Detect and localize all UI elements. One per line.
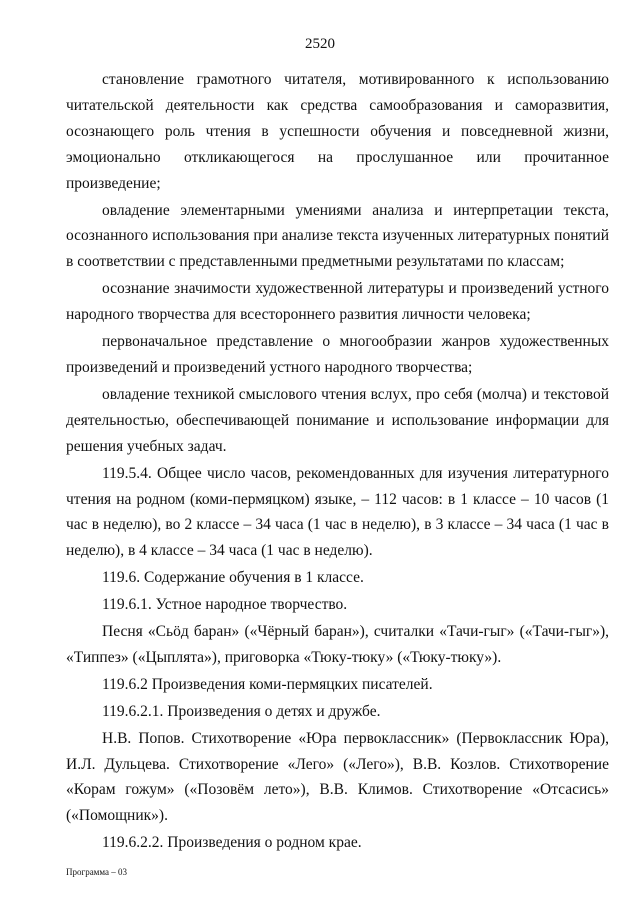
paragraph-reading-technique: овладение техникой смыслового чтения вслух, про себя (молча) и текстовой деятельностью, обеспечивающей понимание и использование информации для решения учебных задач. [66, 385, 609, 455]
section-heading-folk-art: 119.6.1. Устное народное творчество. [102, 596, 348, 614]
paragraph-poems-list: Н.В. Попов. Стихотворение «Юра первоклассник» (Первоклассник Юра), И.Л. Дульцева. Стихотворение «Лего» («Лего»), В.В. Козлов. Стихотворение «Корам гожум» («Позовём лето»), В.В. Климов. Стихотворение «Отсасись» («Помощник»). [66, 729, 609, 825]
paragraph-folk-songs: Песня «Сьӧд баран» («Чёрный баран»), считалки «Тачи-гыг» («Тачи-гыг»), «Типпез» («Цыплята»), приговорка «Тюку-тюку» («Тюку-тюку»). [66, 623, 609, 666]
paragraph-hours-total: 119.5.4. Общее число часов, рекомендованных для изучения литературного чтения на родном (коми-пермяцком) языке, – 112 часов: в 1 классе – 10 часов (1 час в неделю), во 2 классе – 34 часа (1 час в неделю), в 3 классе – 34 часа (1 час в неделю), в 4 классе – 34 часа (1 час в неделю). [66, 464, 609, 560]
section-heading-native-land: 119.6.2.2. Произведения о родном крае. [102, 834, 362, 852]
body-text [66, 67, 609, 856]
paragraph-reader-formation: становление грамотного читателя, мотивированного к использованию читательской деятельности как средства самообразования и саморазвития, осознающего роль чтения в успешности обучения и повседневной жизни, эмоционально откликающегося на прослушанное или прочитанное произведение; [66, 71, 609, 192]
paragraph-literature-significance: осознание значимости художественной литературы и произведений устного народного творчества для всестороннего развития личности человека; [66, 280, 609, 324]
section-heading-grade1-content: 119.6. Содержание обучения в 1 классе. [102, 569, 364, 587]
paragraph-genre-diversity: первоначальное представление о многообразии жанров художественных произведений и произведений устного народного творчества; [66, 333, 609, 376]
paragraph-text-analysis: овладение элементарными умениями анализа и интерпретации текста, осознанного использования при анализе текста изученных литературных понятий в соответствии с представленными предметными результатами по классам; [66, 201, 609, 271]
section-heading-children-friendship: 119.6.2.1. Произведения о детях и дружбе. [102, 702, 381, 720]
section-heading-komi-writers: 119.6.2 Произведения коми-пермяцких писателей. [102, 675, 433, 693]
page-number: 2520 [305, 36, 335, 52]
page-footer: Программа – 03 [66, 867, 128, 877]
